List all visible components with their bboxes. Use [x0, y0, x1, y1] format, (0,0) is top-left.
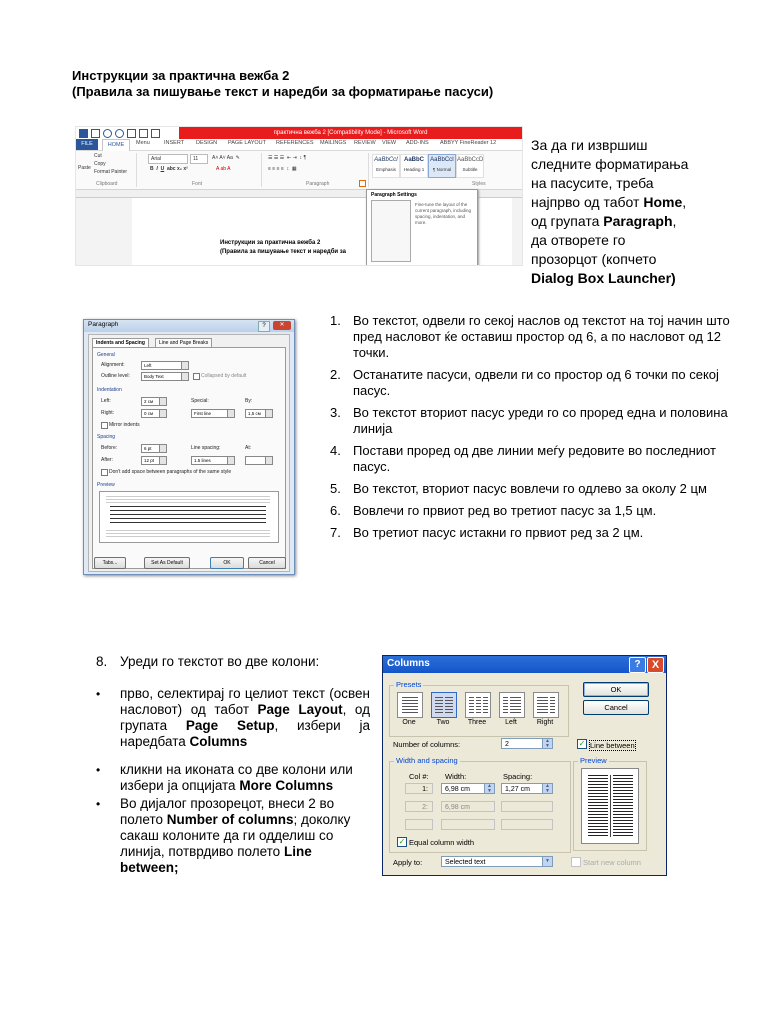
close-icon[interactable]: X: [647, 657, 664, 673]
style-subtitle[interactable]: AaBbCcD Subtitle: [456, 154, 484, 178]
spacing-section: Spacing: [97, 434, 116, 440]
bullet-list: [96, 686, 370, 876]
equal-width-checkbox[interactable]: ✓: [398, 837, 406, 846]
list-item: 5. Во текстот, вториот пасус вовлечи го одлево за околу 2 цм: [330, 481, 707, 496]
dialog-title: Columns: [387, 658, 430, 669]
preview-column: [613, 775, 633, 837]
ok-button[interactable]: OK: [210, 557, 244, 569]
at-label: At:: [245, 445, 252, 451]
line-between-checkbox[interactable]: ✓: [578, 739, 586, 748]
tab-indents-spacing[interactable]: Indents and Spacing: [92, 338, 149, 348]
tab-mailings[interactable]: MAILINGS: [320, 140, 347, 146]
intro-line: од групата Paragraph,: [531, 213, 677, 229]
dont-add-space-checkbox[interactable]: [101, 469, 108, 476]
new-document-icon: [127, 129, 136, 138]
paragraph-settings-tooltip: [366, 189, 478, 266]
left-indent-field[interactable]: 2 см: [141, 397, 167, 406]
indentation-section: Indentation: [97, 387, 122, 393]
col-1-number: 1:: [405, 783, 433, 794]
group-divider: [136, 153, 137, 187]
alignment-label: Alignment:: [101, 362, 125, 368]
mirror-indents-label: Mirror indents: [109, 422, 140, 428]
help-icon[interactable]: ?: [258, 321, 270, 332]
dialog-box-launcher-icon[interactable]: [359, 180, 366, 187]
col-2-spacing-field: [501, 801, 553, 812]
collapsed-checkbox[interactable]: [193, 373, 200, 380]
bullets-icon[interactable]: ☰ ☰ ☰ ⇤ ⇥ ↕ ¶: [268, 155, 307, 161]
preset-label: Two: [436, 719, 450, 726]
spinner-icon[interactable]: [265, 457, 272, 464]
title-line-2: (Правила за пишување текст и наредби за форматирање пасуси): [72, 84, 494, 99]
preview-line-between: [610, 775, 611, 837]
intro-line: следните форматирања: [531, 156, 689, 172]
special-label: Special:: [191, 398, 209, 404]
by-label: By:: [245, 398, 253, 404]
start-new-column-label: Start new column: [583, 858, 641, 867]
preset-left[interactable]: [499, 692, 525, 718]
copy-button[interactable]: Copy: [94, 161, 106, 167]
list-item: 4. Постави проред од две линии меѓу редовите во последниот пасус.: [330, 443, 716, 474]
dialog-body: [88, 334, 290, 572]
bullet-icon: •: [96, 797, 101, 811]
instruction-steps: [330, 313, 730, 547]
by-field[interactable]: 1,5 см: [245, 409, 273, 418]
columns-preview: [581, 768, 639, 844]
tab-home[interactable]: HOME: [102, 139, 130, 151]
preset-label: One: [402, 719, 416, 726]
mirror-indents-checkbox[interactable]: [101, 422, 108, 429]
right-indent-field[interactable]: 0 см: [141, 409, 167, 418]
close-icon[interactable]: ✕: [273, 321, 291, 330]
tab-abbyy[interactable]: ABBYY FineReader 12: [440, 140, 497, 146]
at-field[interactable]: [245, 456, 273, 465]
dialog-title: Paragraph: [88, 321, 119, 328]
col-1-width-field[interactable]: 6,98 cm ▲ ▼: [441, 783, 495, 794]
bullet-icon: •: [96, 763, 101, 777]
preset-right[interactable]: [533, 692, 559, 718]
columns-dialog: [382, 655, 667, 876]
chevron-down-icon: [227, 410, 234, 417]
set-as-default-button[interactable]: Set As Default: [144, 557, 190, 569]
home-keyword: Home: [643, 194, 683, 210]
font-group-label: Font: [192, 181, 203, 187]
intro-text: [531, 136, 731, 288]
list-item: • прво, селектирај го целиот текст (освен насловот) од табот Page Layout, од групата Page Setup, избери ја наредбата Columns: [96, 686, 370, 749]
intro-line: да отворете го: [531, 232, 626, 248]
spinner-icon[interactable]: ▲ ▼: [542, 739, 552, 748]
list-item: 2. Останатите пасуси, одвели ги со простор од 6 точки по секој пасус.: [330, 367, 719, 398]
intro-line: најпрво од табот Home,: [531, 194, 687, 210]
number-of-columns-label: Number of columns:: [393, 740, 461, 749]
tooltip-title: Paragraph Settings: [371, 192, 417, 198]
format-painter-button[interactable]: Format Painter: [94, 169, 128, 175]
cut-button[interactable]: Cut: [94, 153, 102, 159]
preset-three[interactable]: [465, 692, 491, 718]
col-3-number: [405, 819, 433, 830]
doc-title-line-2: (Правила за пишување текст и наредби за: [220, 249, 347, 255]
paragraph-dialog: [83, 319, 295, 575]
doc-title-line-1: Инструкции за практична вежба 2: [220, 240, 321, 246]
spinner-icon[interactable]: [159, 410, 166, 417]
tab-page-layout[interactable]: PAGE LAYOUT: [228, 140, 267, 146]
list-item: • кликни на иконата со две колони или избери ја опцијата More Columns: [96, 762, 353, 793]
cancel-button[interactable]: Cancel: [248, 557, 286, 569]
spinner-icon[interactable]: [159, 445, 166, 452]
line-between-label: Line between: [590, 741, 635, 750]
col-2-number: 2:: [405, 801, 433, 812]
general-section: General: [97, 352, 115, 358]
chevron-down-icon: [181, 362, 188, 369]
list-item: • Во дијалог прозорецот, внеси 2 во полето Number of columns; доколку сакаш колоните да ги одделиш со линија, потврдиво полето Line between;: [96, 796, 351, 875]
paragraph-keyword: Paragraph: [603, 213, 673, 229]
help-icon[interactable]: ?: [629, 657, 646, 673]
chevron-down-icon: [181, 373, 188, 380]
intro-line: на пасусите, треба: [531, 175, 654, 191]
bullet-icon: •: [96, 687, 101, 701]
paragraph-preview: [99, 491, 279, 543]
tab-references[interactable]: REFERENCES: [276, 140, 314, 146]
tab-insert[interactable]: INSERT: [164, 140, 185, 146]
spinner-icon[interactable]: ▲ ▼: [542, 784, 552, 793]
col-number-header: Col #:: [409, 772, 429, 781]
dont-add-space-label: Don't add space between paragraphs of the same style: [109, 469, 232, 475]
tab-menu[interactable]: Menu: [136, 140, 150, 146]
after-label: After:: [101, 457, 113, 463]
presets-label: Presets: [396, 680, 422, 689]
print-preview-icon: [151, 129, 160, 138]
preset-label: Left: [505, 719, 517, 726]
spinner-icon[interactable]: ▲ ▼: [484, 784, 494, 793]
step-8-number: 8.: [96, 654, 108, 669]
spinner-icon[interactable]: [159, 457, 166, 464]
list-item: 6. Вовлечи го првиот ред во третиот пасус за 1,5 цм.: [330, 503, 657, 518]
start-new-column-checkbox: [571, 857, 581, 867]
font-color-icon[interactable]: A ab A: [216, 166, 231, 172]
col-1-spacing-field[interactable]: 1,27 cm ▲ ▼: [501, 783, 553, 794]
tab-file[interactable]: FILE: [76, 139, 98, 150]
col-2-width-field: 6,98 cm: [441, 801, 495, 812]
clipboard-group-label: Clipboard: [96, 181, 118, 187]
font-name-box[interactable]: Arial: [148, 154, 188, 164]
col-3-width-field: [441, 819, 495, 830]
paragraph-group-label: Paragraph: [306, 181, 330, 187]
before-label: Before:: [101, 445, 118, 451]
spinner-icon[interactable]: [159, 398, 166, 405]
width-header: Width:: [445, 772, 467, 781]
tab-line-page-breaks[interactable]: Line and Page Breaks: [155, 338, 212, 348]
col-3-spacing-field: [501, 819, 553, 830]
preview-column: [588, 775, 608, 837]
tab-add-ins[interactable]: ADD-INS: [406, 140, 429, 146]
tabs-button[interactable]: Tabs...: [94, 557, 126, 569]
list-item: 1. Во текстот, одвели го секој наслов од текстот на тој начин што пред насловот ќе оставиш простор од 6, а по насловот од 12 точки.: [330, 313, 730, 360]
ribbon-tabs: [76, 139, 522, 151]
open-icon: [139, 129, 148, 138]
intro-line: прозорцот (копчето: [531, 251, 657, 267]
preview-previous-lines: [106, 496, 270, 504]
group-divider: [368, 153, 369, 187]
word-logo-icon: [79, 129, 88, 138]
list-item: 7. Во третиот пасус истакни го првиот ред за 2 цм.: [330, 525, 644, 540]
intro-line: Dialog Box Launcher): [531, 270, 676, 286]
alignment-select[interactable]: Left: [141, 361, 189, 370]
preview-section: Preview: [97, 482, 115, 488]
list-item: 3. Во текстот вториот пасус уреди го со проред една и половина линија: [330, 405, 728, 436]
outline-select[interactable]: Body Text: [141, 372, 189, 381]
preset-two[interactable]: [431, 692, 457, 718]
preset-label: Three: [467, 719, 487, 726]
tab-design[interactable]: DESIGN: [196, 140, 218, 146]
apply-to-select[interactable]: Selected text ▼: [441, 856, 553, 867]
preview-following-lines: [106, 530, 270, 538]
collapsed-label: Collapsed by default: [201, 373, 247, 379]
tab-view[interactable]: VIEW: [382, 140, 397, 146]
dialog-title-bar: [84, 320, 294, 332]
line-spacing-label: Line spacing:: [191, 445, 221, 451]
preview-sample-lines: [110, 506, 266, 526]
spinner-icon[interactable]: [265, 410, 272, 417]
paste-button[interactable]: Paste: [78, 165, 91, 171]
spacing-after-field[interactable]: 12 pt: [141, 456, 167, 465]
group-divider: [261, 153, 262, 187]
spacing-header: Spacing:: [503, 772, 533, 781]
word-ribbon-screenshot: [75, 126, 523, 266]
style-emphasis[interactable]: AaBbCcI Emphasis: [372, 154, 400, 178]
cancel-button[interactable]: Cancel: [583, 700, 649, 715]
tooltip-thumbnail: [371, 200, 411, 262]
special-select[interactable]: First line: [191, 409, 235, 418]
equal-width-label: Equal column width: [409, 838, 475, 847]
tab-panel: [92, 347, 286, 569]
window-title-bar: практична вежба 2 [Compatibility Mode] - Microsoft Word: [179, 127, 522, 139]
bold-icon[interactable]: B I U abc x₂ x²: [150, 166, 188, 172]
tab-review[interactable]: REVIEW: [354, 140, 376, 146]
home-ribbon: [76, 151, 522, 190]
intro-line: За да ги извршиш: [531, 137, 648, 153]
spacing-before-field[interactable]: 6 pt: [141, 444, 167, 453]
dialog-title-bar: [383, 656, 666, 673]
step-8-text: Уреди го текстот во две колони:: [120, 654, 320, 669]
tooltip-description: Fine-tune the layout of the current paragraph, including spacing, indentation, and more.: [415, 202, 472, 225]
style-normal[interactable]: AaBbCcI ¶ Normal: [428, 154, 456, 178]
preset-one[interactable]: [397, 692, 423, 718]
number-of-columns-field[interactable]: 2 ▲ ▼: [501, 738, 553, 749]
style-heading-1[interactable]: AaBbC Heading 1: [400, 154, 428, 178]
preset-label: Right: [536, 719, 554, 726]
width-spacing-label: Width and spacing: [396, 756, 458, 765]
line-spacing-select[interactable]: 1.5 lines: [191, 456, 235, 465]
chevron-down-icon: [227, 457, 234, 464]
left-label: Left:: [101, 398, 111, 404]
preview-label: Preview: [580, 756, 607, 765]
align-icon[interactable]: ≡ ≡ ≡ ≡ ↕ ▦: [268, 166, 297, 172]
ok-button[interactable]: OK: [583, 682, 649, 697]
outline-label: Outline level:: [101, 373, 130, 379]
font-size-box[interactable]: 11: [190, 154, 208, 164]
grow-font-icon[interactable]: A˄ A˅ Aa ✎: [212, 155, 240, 161]
save-icon: [91, 129, 100, 138]
document-title: [72, 68, 493, 100]
chevron-down-icon: ▼: [542, 857, 552, 866]
title-line-1: Инструкции за практична вежба 2: [72, 68, 290, 83]
undo-icon: [103, 129, 112, 138]
right-label: Right:: [101, 410, 115, 416]
redo-icon: [115, 129, 124, 138]
styles-group-label: Styles: [472, 181, 486, 187]
apply-to-label: Apply to:: [393, 858, 423, 867]
